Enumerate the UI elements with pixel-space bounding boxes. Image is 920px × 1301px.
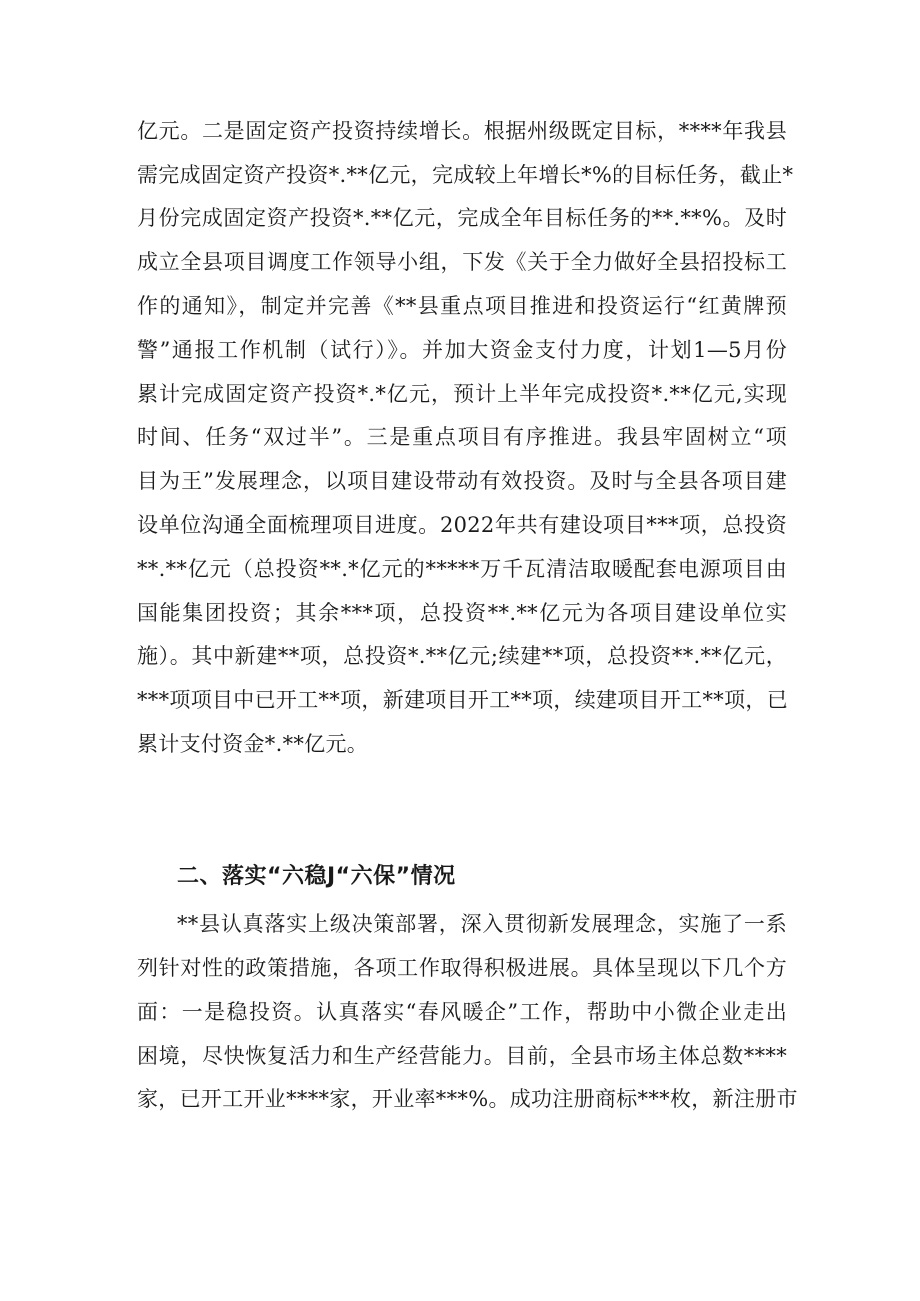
paragraph-line: ***项项目中已开工**项，新建项目开工**项，续建项目开工**项，已: [137, 688, 788, 712]
paragraph-line: 面：一是稳投资。认真落实“春风暖企”工作，帮助中小微企业走出: [137, 1000, 787, 1024]
paragraph-line: **县认真落实上级决策部署，深入贯彻新发展理念，实施了一系: [177, 912, 787, 936]
paragraph-line: 施）。其中新建**项，总投资*.**亿元;续建**项，总投资**.**亿元，: [137, 644, 787, 668]
paragraph-line: 家，已开工开业****家，开业率***%。成功注册商标***枚，新注册市: [137, 1087, 798, 1111]
paragraph-line: 累计完成固定资产投资*.*亿元，预计上半年完成投资*.**亿元,实现: [137, 382, 787, 406]
paragraph-line: 成立全县项目调度工作领导小组，下发《关于全力做好全县招投标工: [137, 250, 787, 274]
paragraph-line: 列针对性的政策措施，各项工作取得积极进展。具体呈现以下几个方: [137, 956, 787, 980]
paragraph-line: 警”通报工作机制（试行）》。并加大资金支付力度，计划1—5月份: [137, 338, 787, 362]
paragraph-line: 需完成固定资产投资*.**亿元，完成较上年增长*%的目标任务，截止*: [137, 163, 794, 187]
paragraph-line: 作的通知》，制定并完善《**县重点项目推进和投资运行“红黄牌预: [137, 294, 787, 318]
paragraph-line: **.**亿元（总投资**.*亿元的*****万千瓦清洁取暖配套电源项目由: [137, 557, 787, 581]
paragraph-line: 时间、任务“双过半”。三是重点项目有序推进。我县牢固树立“项: [137, 425, 787, 449]
paragraph-line: 困境，尽快恢复活力和生产经营能力。目前，全县市场主体总数****: [137, 1044, 787, 1068]
paragraph-line: 国能集团投资；其余***项，总投资**.**亿元为各项目建设单位实: [137, 601, 787, 625]
paragraph-line: 月份完成固定资产投资*.**亿元，完成全年目标任务的**.**%。及时: [137, 206, 787, 230]
paragraph-line: 累计支付资金*.**亿元。: [137, 732, 369, 756]
paragraph-line: 设单位沟通全面梳理项目进度。2022年共有建设项目***项，总投资: [137, 513, 787, 537]
paragraph-line: 目为王”发展理念，以项目建设带动有效投资。及时与全县各项目建: [137, 469, 787, 493]
paragraph-line: 亿元。二是固定资产投资持续增长。根据州级既定目标，****年我县: [137, 119, 787, 143]
section-heading: 二、落实“六稳J“六保”情况: [177, 864, 456, 889]
